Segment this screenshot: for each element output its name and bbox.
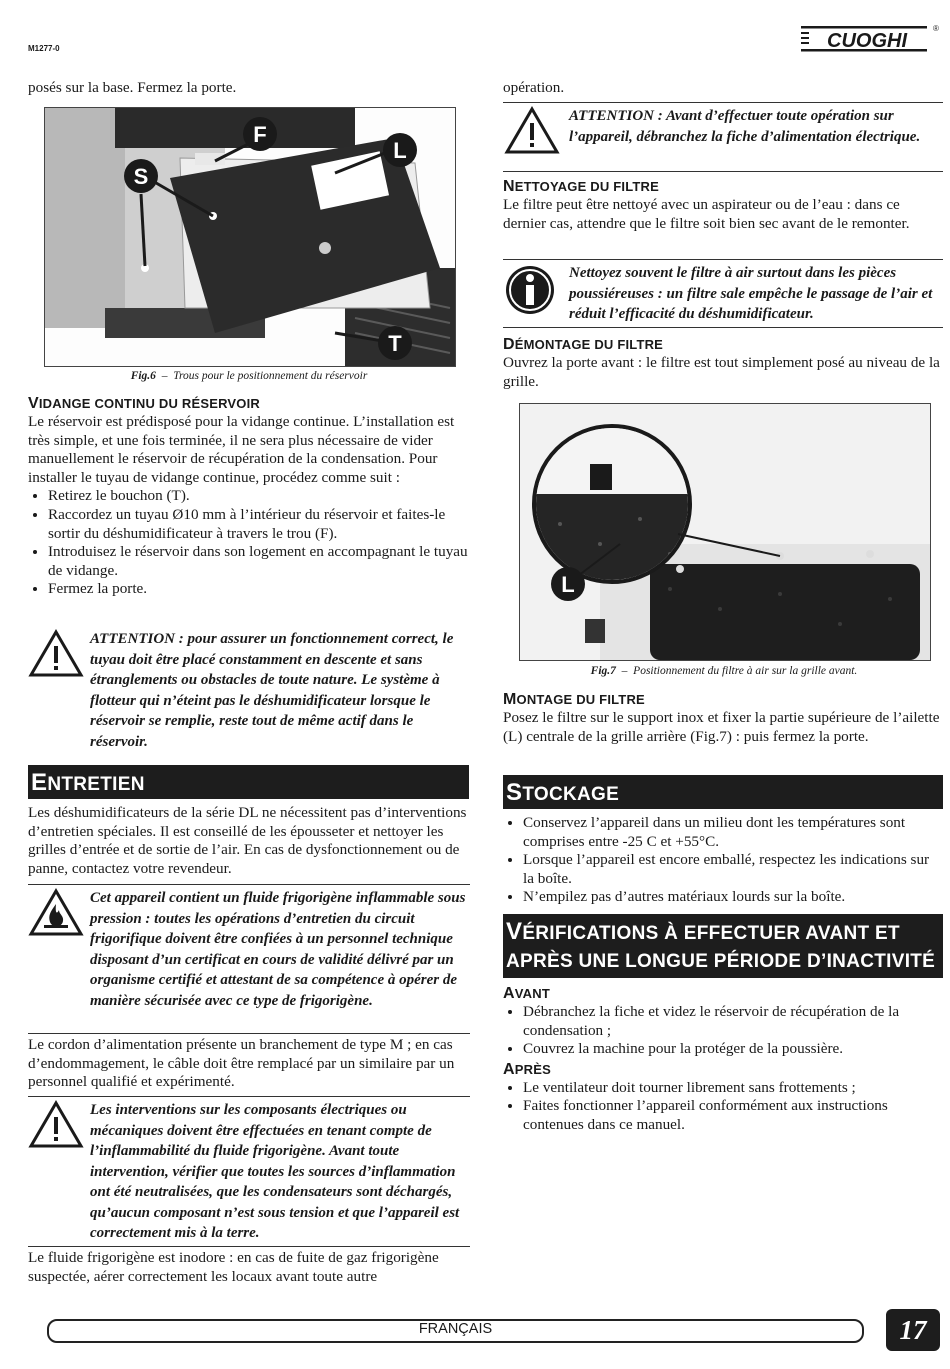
demontage-text: Ouvrez la porte avant : le filtre est tout simplement posé au niveau de la grille.: [503, 354, 940, 390]
entretien-title: ENTRETIEN: [28, 765, 469, 799]
stockage-title: STOCKAGE: [503, 775, 943, 809]
entretien-text: Les déshumidificateurs de la série DL ne nécessitent pas d’interventions d’entretien spéciales. Il est conseillé de les épousseter et nettoyer les grilles d’entrée et de sortie de l’air. En cas de dysfonctionnement ou de panne, contactez votre revendeur.: [28, 804, 467, 877]
vidange-heading: VIDANGE CONTINU DU RÉSERVOIR: [28, 395, 261, 412]
list-item: • Débranchez la fiche et videz le réservoir de récupération de la condensation ;: [523, 1003, 943, 1040]
list-item: • Lorsque l’appareil est encore emballé, respectez les indications sur la boîte.: [523, 851, 943, 888]
list-item: • Retirez le bouchon (T).: [48, 487, 470, 506]
svg-text:CUOGHI: CUOGHI: [827, 30, 907, 52]
figure-6-caption: Fig.6 – Trous pour le positionnement du réservoir: [130, 370, 368, 382]
svg-text:®: ®: [933, 24, 939, 33]
nettoyage-heading: NETTOYAGE DU FILTRE: [503, 178, 659, 195]
attention-warning: ATTENTION : Avant d’effectuer toute opération sur l’appareil, débranchez la fiche d’alimentation électrique.: [503, 106, 943, 161]
figure-7-image: [519, 403, 931, 661]
list-item: • Le ventilateur doit tourner librement sans frottements ;: [523, 1079, 943, 1098]
list-item: • Introduisez le réservoir dans son logement en accompagnant le tuyau de vidange.: [48, 543, 470, 580]
list-item: • Couvrez la machine pour la protéger de la poussière.: [523, 1040, 943, 1059]
figure-6-image: [44, 107, 456, 367]
verifications-title: VÉRIFICATIONS À EFFECTUER AVANT ET APRÈS UNE LONGUE PÉRIODE D’INACTIVITÉ: [503, 914, 943, 978]
nettoyage-text: Le filtre peut être nettoyé avec un aspirateur ou de l’eau : dans ce dernier cas, attendre que le filtre soit bien sec avant de le remonter.: [503, 196, 910, 232]
list-item: • Raccordez un tuyau Ø10 mm à l’intérieur du réservoir et faites-le sortir du déshumidificateur à travers le trou (F).: [48, 506, 470, 543]
electrical-warning: Les interventions sur les composants électriques ou mécaniques doivent être effectuées en tenant compte de l’inflammabilité du fluide frigorigène. Avant toute intervention, vérifier que toutes les sources d’inflammation ont été neutralisées, que les condensateurs sont déchargés, qu’aucun composant n’est sous tension et que l’appareil est correctement mis à la terre.: [28, 1100, 470, 1244]
flammable-warning: Cet appareil contient un fluide frigorigène inflammable sous pression : toutes les opérations d’entretien du circuit frigorifique doivent être confiées à un personnel technique disposant d’un certificat en cours de validité délivré par un organisme certifié et attestant de sa compétence à opérer de manière sécurisée avec ce type de frigorigène.: [28, 888, 470, 1011]
footer-language: FRANÇAIS: [418, 1321, 493, 1337]
apres-heading: APRÈS: [503, 1060, 551, 1078]
vidange-text: Le réservoir est prédisposé pour la vidange continue. L’installation est très simple, et une fois terminée, il ne sera plus nécessaire de vider manuellement le réservoir de récupération de la condensation. Pour installer le tuyau de vidange continue, procédez comme suit :: [28, 413, 455, 486]
svg-text:L: L: [393, 138, 407, 163]
svg-text:T: T: [388, 331, 402, 356]
svg-text:L: L: [561, 572, 575, 597]
svg-text:F: F: [253, 122, 267, 147]
svg-text:S: S: [133, 164, 149, 189]
list-item: • Faites fonctionner l’appareil conformément aux instructions contenues dans ce manuel.: [523, 1097, 943, 1134]
warning-icon: [503, 106, 569, 161]
avant-list: [503, 1003, 943, 1059]
flammable-icon: [28, 888, 90, 943]
list-item: • Fermez la porte.: [48, 580, 470, 599]
intro-text: posés sur la base. Fermez la porte.: [28, 79, 237, 96]
info-icon: [503, 263, 569, 322]
cord-text: Le cordon d’alimentation présente un branchement de type M ; en cas d’endommagement, le câble doit être remplacé par un similaire par un personnel qualifié et expérimenté.: [28, 1036, 455, 1091]
avant-heading: AVANT: [503, 985, 550, 1002]
document-id: M1277-0: [28, 44, 60, 53]
leak-text: Le fluide frigorigène est inodore : en cas de fuite de gaz frigorigène suspectée, aérer correctement les locaux avant toute autre: [28, 1249, 439, 1285]
stockage-list: [503, 814, 943, 907]
apres-list: [503, 1079, 943, 1135]
warning-icon: [28, 1100, 90, 1155]
montage-text: Posez le filtre sur le support inox et fixer la partie supérieure de l’ailette (L) centrale de la grille arrière (Fig.7) : puis fermez la porte.: [503, 709, 940, 745]
vidange-warning: ATTENTION : pour assurer un fonctionnement correct, le tuyau doit être placé constamment en descente et sans étranglements ou obstacles de toute nature. Le système à flotteur qui n’éteint pas le déshumidificateur lorsque le réservoir se remplie, reste tout de même actif dans le réservoir.: [28, 629, 470, 752]
demontage-heading: DÉMONTAGE DU FILTRE: [503, 336, 664, 353]
info-note: Nettoyez souvent le filtre à air surtout dans les pièces poussiéreuses : un filtre sale empêche le passage de l’air et réduit l’efficacité du déshumidificateur.: [503, 263, 943, 325]
vidange-steps: [28, 487, 470, 599]
page-number: 17: [886, 1309, 940, 1351]
warning-icon: [28, 629, 90, 684]
list-item: • N’empilez pas d’autres matériaux lourds sur la boîte.: [523, 888, 943, 907]
montage-heading: MONTAGE DU FILTRE: [503, 691, 645, 708]
figure-7-caption: Fig.7 – Positionnement du filtre à air sur la grille avant.: [590, 665, 858, 677]
cuoghi-logo: [797, 22, 937, 58]
continued-text: opération.: [503, 79, 565, 96]
list-item: • Conservez l’appareil dans un milieu dont les températures sont comprises entre -25 C et +55°C.: [523, 814, 943, 851]
